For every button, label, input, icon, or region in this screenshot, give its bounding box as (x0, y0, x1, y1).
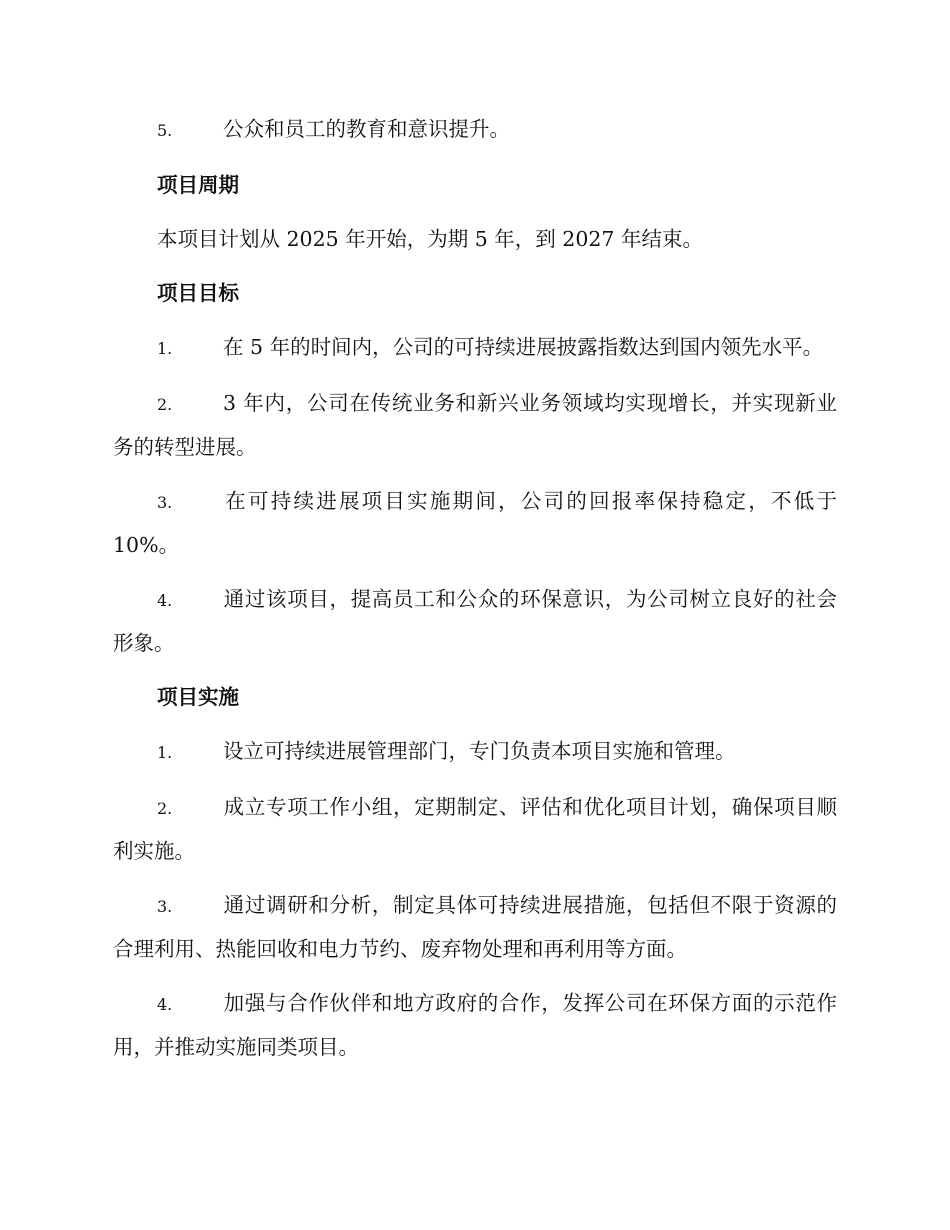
implementation-item (113, 730, 837, 774)
list-text: 通过该项目，提高员工和公众的环保意识，为公司树立良好的社会形象。 (113, 587, 837, 655)
goal-item (113, 480, 837, 566)
list-text: 加强与合作伙伴和地方政府的合作，发挥公司在环保方面的示范作用，并推动实施同类项目。 (113, 991, 837, 1059)
implementation-item (113, 982, 837, 1068)
period-paragraph: 本项目计划从 2025 年开始，为期 5 年，到 2027 年结束。 (157, 227, 703, 251)
list-number: 5. (157, 121, 173, 140)
list-text: 在 5 年的时间内，公司的可持续进展披露指数达到国内领先水平。 (223, 335, 824, 359)
goal-item (113, 578, 837, 664)
list-item (113, 108, 837, 152)
list-number: 2. (157, 799, 173, 818)
list-text: 设立可持续进展管理部门，专门负责本项目实施和管理。 (223, 739, 736, 763)
section-heading-period: 项目周期 (157, 173, 239, 197)
list-text: 通过调研和分析，制定具体可持续进展措施，包括但不限于资源的合理利用、热能回收和电力节约、废弃物处理和再利用等方面。 (113, 893, 837, 961)
section-heading-implementation: 项目实施 (157, 685, 239, 709)
goal-item (113, 326, 837, 370)
list-number: 3. (157, 897, 173, 916)
list-number: 4. (157, 591, 173, 610)
list-text: 3 年内，公司在传统业务和新兴业务领域均实现增长，并实现新业务的转型进展。 (113, 391, 837, 459)
document-body (113, 108, 837, 1080)
list-text: 成立专项工作小组，定期制定、评估和优化项目计划，确保项目顺利实施。 (113, 795, 837, 863)
list-number: 4. (157, 995, 173, 1014)
list-number: 1. (157, 339, 173, 358)
list-text: 公众和员工的教育和意识提升。 (223, 117, 510, 141)
list-number: 1. (157, 743, 173, 762)
list-text: 在可持续进展项目实施期间，公司的回报率保持稳定，不低于 10%。 (113, 489, 837, 557)
implementation-item (113, 884, 837, 970)
list-number: 2. (157, 395, 173, 414)
section-heading-goals: 项目目标 (157, 281, 239, 305)
list-number: 3. (157, 493, 173, 512)
goal-item (113, 382, 837, 468)
implementation-item (113, 786, 837, 872)
